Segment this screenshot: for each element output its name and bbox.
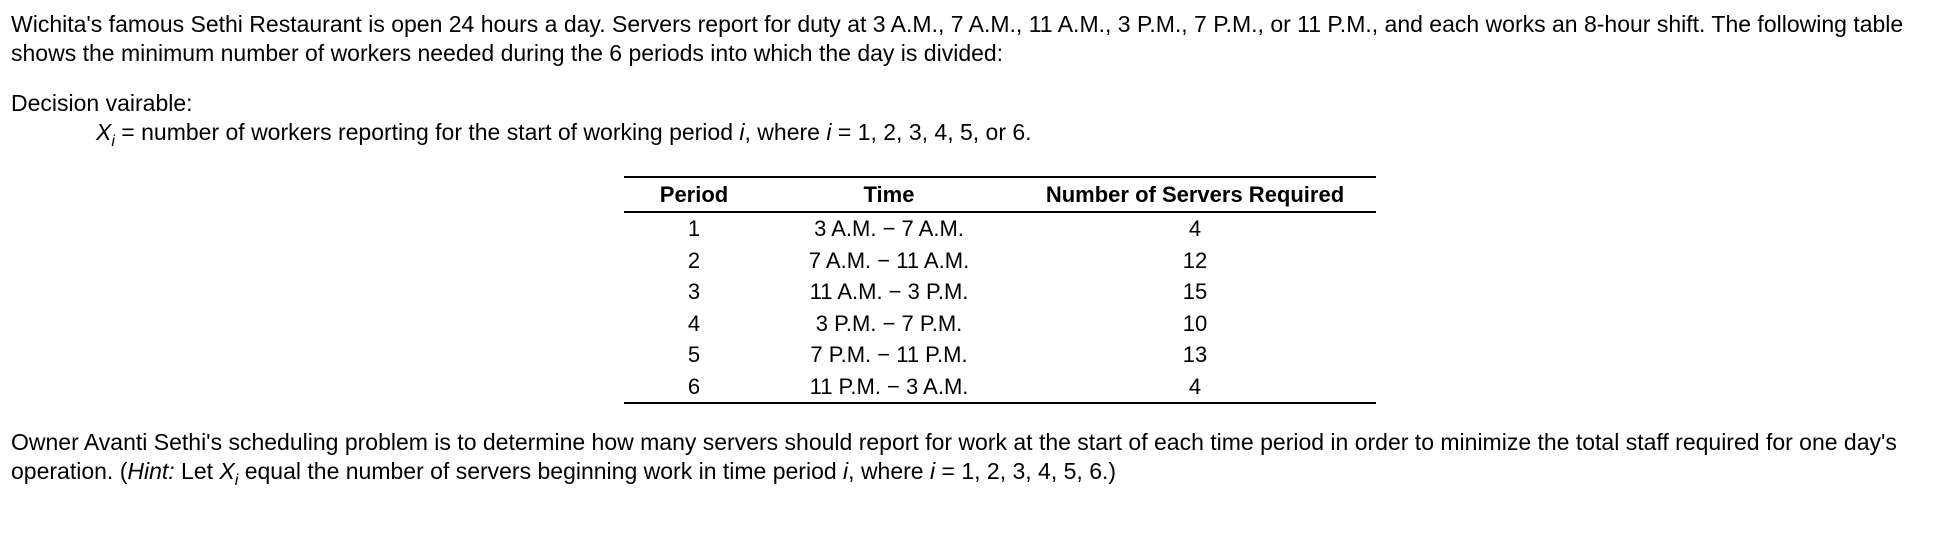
servers-cell: 12 [1182, 247, 1208, 273]
servers-cell: 13 [1182, 342, 1208, 368]
time-cell: 3 P.M. − 7 P.M. [815, 310, 963, 336]
variable-subscript: i [234, 472, 239, 489]
period-cell: 4 [687, 310, 701, 336]
time-cell: 7 A.M. − 11 A.M. [808, 247, 970, 273]
staffing-table [624, 176, 1376, 404]
hint-label: Hint: [127, 458, 175, 484]
problem-intro [11, 10, 1951, 68]
variable-x: X [96, 119, 112, 145]
period-cell: 1 [687, 216, 701, 242]
outro-line-2 [11, 457, 1951, 489]
definition-text-2: , where [744, 119, 827, 145]
table-row [624, 276, 1376, 308]
index-i: i [843, 458, 849, 484]
table-row [624, 339, 1376, 371]
table-row [624, 308, 1376, 340]
variable-x: X [219, 458, 235, 484]
variable-subscript: i [111, 133, 115, 150]
period-cell: 5 [687, 342, 701, 368]
time-cell: 7 P.M. − 11 P.M. [810, 342, 968, 368]
decision-variable-heading: Decision vairable: [11, 90, 193, 116]
servers-cell: 15 [1182, 279, 1208, 305]
outro-text: operation. ( [11, 458, 128, 484]
index-i: i [739, 119, 745, 145]
definition-text: = number of workers reporting for the start of working period [114, 119, 740, 145]
period-cell: 3 [687, 279, 701, 305]
servers-cell: 10 [1182, 310, 1208, 336]
hint-range: = 1, 2, 3, 4, 5, 6.) [935, 458, 1117, 484]
decision-variable-definition [96, 118, 1896, 150]
header-time: Time [764, 177, 1014, 212]
definition-range: = 1, 2, 3, 4, 5, or 6. [831, 119, 1032, 145]
table-row [624, 245, 1376, 277]
period-cell: 6 [624, 371, 764, 404]
intro-line-1: Wichita's famous Sethi Restaurant is open 24 hours a day. Servers report for duty at 3 A.M., 7 A.M., 11 A.M., 3 P.M., 7 P.M., or 11 P.M., and each works an 8-hour shift. The following table [11, 11, 1904, 37]
index-i-2: i [930, 458, 936, 484]
hint-text-2: equal the number of servers beginning work in time period [238, 458, 844, 484]
index-i-2: i [826, 119, 832, 145]
intro-line-2: shows the minimum number of workers needed during the 6 periods into which the day is divided: [11, 40, 1004, 66]
outro-line-1: Owner Avanti Sethi's scheduling problem is to determine how many servers should report for work at the start of each time period in order to minimize the total staff required for one day's [11, 429, 1897, 455]
header-period: Period [624, 177, 764, 212]
table-row [624, 212, 1376, 245]
period-cell: 2 [687, 247, 701, 273]
header-servers-required: Number of Servers Required [1014, 177, 1376, 212]
hint-text-3: , where [848, 458, 930, 484]
table-row [624, 371, 1376, 404]
time-cell: 3 A.M. − 7 A.M. [814, 216, 964, 242]
hint-text: Let [174, 458, 220, 484]
time-cell: 11 P.M. − 3 A.M. [764, 371, 1014, 404]
time-cell: 11 A.M. − 3 P.M. [809, 279, 969, 305]
servers-cell: 4 [1014, 371, 1376, 404]
servers-cell: 4 [1188, 216, 1202, 242]
problem-statement [11, 428, 1951, 489]
table-header-row [624, 177, 1376, 212]
